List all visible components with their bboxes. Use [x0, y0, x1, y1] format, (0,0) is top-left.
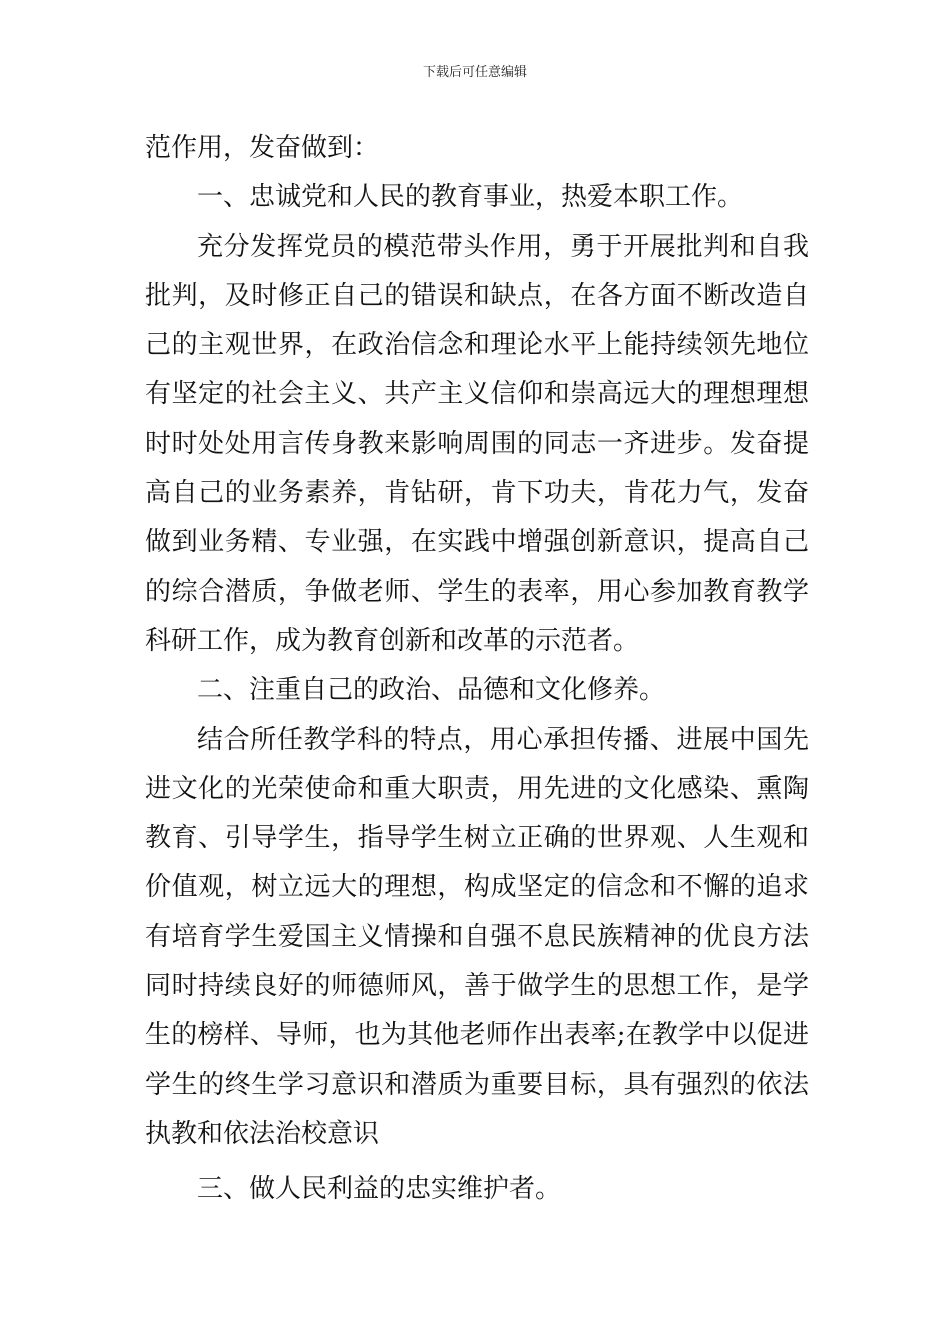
section-heading: 二、注重自己的政治、品德和文化修养。 [197, 675, 666, 706]
text-line: 高自己的业务素养，肯钻研，肯下功夫，肯花力气，发奋 [145, 478, 809, 509]
text-line: 有坚定的社会主义、共产主义信仰和崇高远大的理想理想 [145, 379, 809, 410]
text-line: 价值观，树立远大的理想，构成坚定的信念和不懈的追求 [145, 872, 809, 903]
text-line: 进文化的光荣使命和重大职责，用先进的文化感染、熏陶 [145, 773, 809, 804]
document-body [145, 124, 809, 1215]
text-line: 批判，及时修正自己的错误和缺点，在各方面不断改造自 [145, 280, 809, 311]
text-line: 的综合潜质，争做老师、学生的表率，用心参加教育教学 [145, 576, 809, 607]
text-line: 充分发挥党员的模范带头作用，勇于开展批判和自我 [197, 231, 809, 262]
text-line: 科研工作，成为教育创新和改革的示范者。 [145, 625, 640, 656]
text-line: 有培育学生爱国主义情操和自强不息民族精神的优良方法 [145, 921, 809, 952]
text-line: 教育、引导学生，指导学生树立正确的世界观、人生观和 [145, 823, 809, 854]
text-line: 己的主观世界，在政治信念和理论水平上能持续领先地位 [145, 330, 809, 361]
text-line: 执教和依法治校意识 [145, 1118, 380, 1149]
section-heading: 一、忠诚党和人民的教育事业，热爱本职工作。 [197, 182, 744, 213]
text-line: 结合所任教学科的特点，用心承担传播、进展中国先 [197, 724, 809, 755]
text-line: 同时持续良好的师德师风，善于做学生的思想工作，是学 [145, 971, 809, 1002]
page-header: 下载后可任意编辑 [422, 65, 527, 80]
text-line: 学生的终生学习意识和潜质为重要目标，具有强烈的依法 [145, 1069, 809, 1100]
section-heading: 三、做人民利益的忠实维护者。 [197, 1174, 562, 1205]
text-line: 生的榜样、导师，也为其他老师作出表率;在教学中以促进 [145, 1020, 809, 1051]
text-line: 时时处处用言传身教来影响周围的同志一齐进步。发奋提 [145, 428, 809, 459]
text-line: 做到业务精、专业强，在实践中增强创新意识，提高自己 [145, 527, 809, 558]
text-line: 范作用，发奋做到： [145, 133, 380, 163]
